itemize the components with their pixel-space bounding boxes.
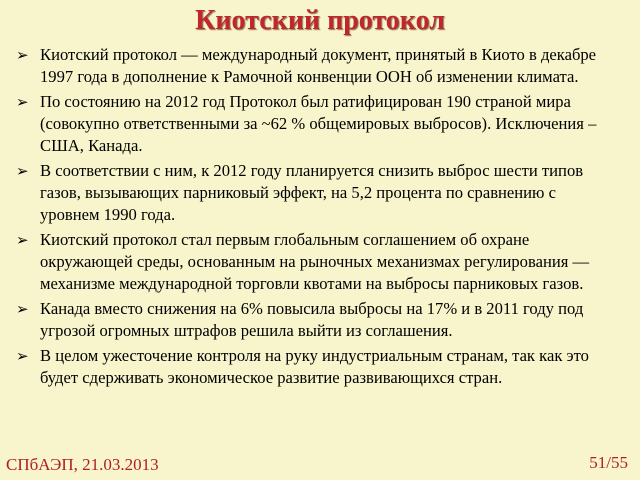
bullet-list <box>12 44 612 392</box>
arrowhead-bullet-icon: ➢ <box>16 300 29 318</box>
slide-number: 51/55 <box>589 453 628 472</box>
bullet-item <box>12 298 612 342</box>
bullet-text: Киотский протокол — международный документ, принятый в Киото в декабре 1997 года в дополнение к Рамочной конвенции ООН об изменении климата. <box>40 45 597 86</box>
bullet-item <box>12 160 612 226</box>
bullet-text: В соответствии с ним, к 2012 году планируется снизить выброс шести типов газов, вызывающих парниковый эффект, на 5,2 процента по сравнению с уровнем 1990 года. <box>40 161 584 224</box>
arrowhead-bullet-icon: ➢ <box>16 46 29 64</box>
bullet-item <box>12 229 612 295</box>
bullet-item <box>12 91 612 157</box>
bullet-text: Киотский протокол стал первым глобальным соглашением об охране окружающей среды, основанным на рыночных механизмах регулирования — механизме международной торговли квотами на выбросы парниковых газов. <box>40 230 590 293</box>
bullet-text: Канада вместо снижения на 6% повысила выбросы на 17% и в 2011 году под угрозой огромных штрафов решила выйти из соглашения. <box>40 299 584 340</box>
bullet-item <box>12 345 612 389</box>
bullet-text: В целом ужесточение контроля на руку индустриальным странам, так как это будет сдерживать экономическое развитие развивающихся стран. <box>40 346 589 387</box>
bullet-item <box>12 44 612 88</box>
bullet-text: По состоянию на 2012 год Протокол был ратифицирован 190 страной мира (совокупно ответственными за ~62 % общемировых выбросов). Исключения – США, Канада. <box>40 92 597 155</box>
slide-title: Киотский протокол <box>195 5 445 36</box>
arrowhead-bullet-icon: ➢ <box>16 162 29 180</box>
arrowhead-bullet-icon: ➢ <box>16 93 29 111</box>
arrowhead-bullet-icon: ➢ <box>16 231 29 249</box>
footer-source-date: СПбАЭП, 21.03.2013 <box>6 455 159 474</box>
arrowhead-bullet-icon: ➢ <box>16 347 29 365</box>
